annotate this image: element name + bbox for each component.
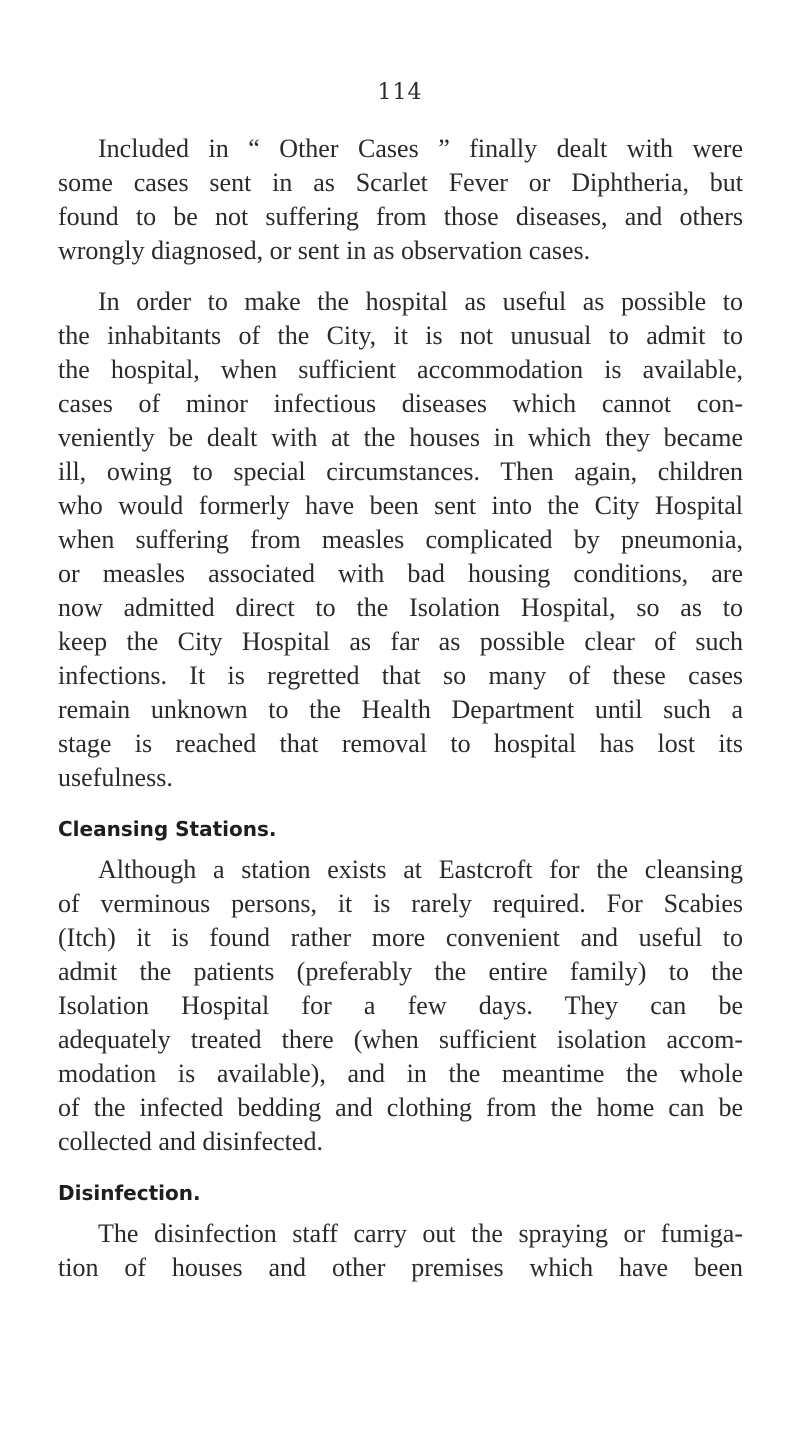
text-line: the inhabitants of the City, it is not unusual to admit to — [58, 321, 743, 350]
text-line: The disinfection staff carry out the spraying or fumiga- — [98, 1219, 743, 1248]
text-line: modation is available), and in the meantime the whole — [58, 1059, 743, 1088]
text-line: remain unknown to the Health Department until such a — [58, 695, 743, 724]
text-line: adequately treated there (when sufficient isolation accom- — [58, 1025, 743, 1054]
text-line: veniently be dealt with at the houses in which they became — [58, 423, 743, 452]
text-line: infections. It is regretted that so many of these cases — [58, 661, 743, 690]
text-line: found to be not suffering from those diseases, and others — [58, 202, 743, 231]
text-line: of verminous persons, it is rarely required. For Scabies — [58, 889, 743, 918]
text-line: now admitted direct to the Isolation Hospital, so as to — [58, 593, 743, 622]
text-line: In order to make the hospital as useful as possible to — [98, 287, 743, 316]
text-line: who would formerly have been sent into the City Hospital — [58, 491, 743, 520]
text-line: cases of minor infectious diseases which cannot con- — [58, 389, 743, 418]
text-line: collected and disinfected. — [58, 1127, 323, 1156]
text-line: or measles associated with bad housing conditions, are — [58, 559, 743, 588]
text-line: usefulness. — [58, 763, 173, 792]
text-line: ill, owing to special circumstances. Then again, children — [58, 457, 743, 486]
text-line: keep the City Hospital as far as possible clear of such — [58, 627, 743, 656]
text-line: when suffering from measles complicated by pneumonia, — [58, 525, 743, 554]
page-number: 114 — [377, 80, 423, 105]
section-heading: Cleansing Stations. — [58, 817, 277, 841]
text-line: Isolation Hospital for a few days. They can be — [58, 991, 743, 1020]
text-line: the hospital, when sufficient accommodation is available, — [58, 355, 743, 384]
text-line: (Itch) it is found rather more convenient and useful to — [58, 923, 743, 952]
text-line: some cases sent in as Scarlet Fever or Diphtheria, but — [58, 168, 743, 197]
section-heading: Disinfection. — [58, 1181, 201, 1205]
text-line: tion of houses and other premises which have been — [58, 1253, 743, 1282]
text-line: Although a station exists at Eastcroft for the cleansing — [98, 855, 743, 884]
text-line: admit the patients (preferably the entire family) to the — [58, 957, 743, 986]
text-line: of the infected bedding and clothing from the home can be — [58, 1093, 743, 1122]
text-line: stage is reached that removal to hospital has lost its — [58, 729, 743, 758]
text-line: Included in “ Other Cases ” finally dealt with were — [98, 134, 743, 163]
text-line: wrongly diagnosed, or sent in as observation cases. — [58, 236, 591, 265]
